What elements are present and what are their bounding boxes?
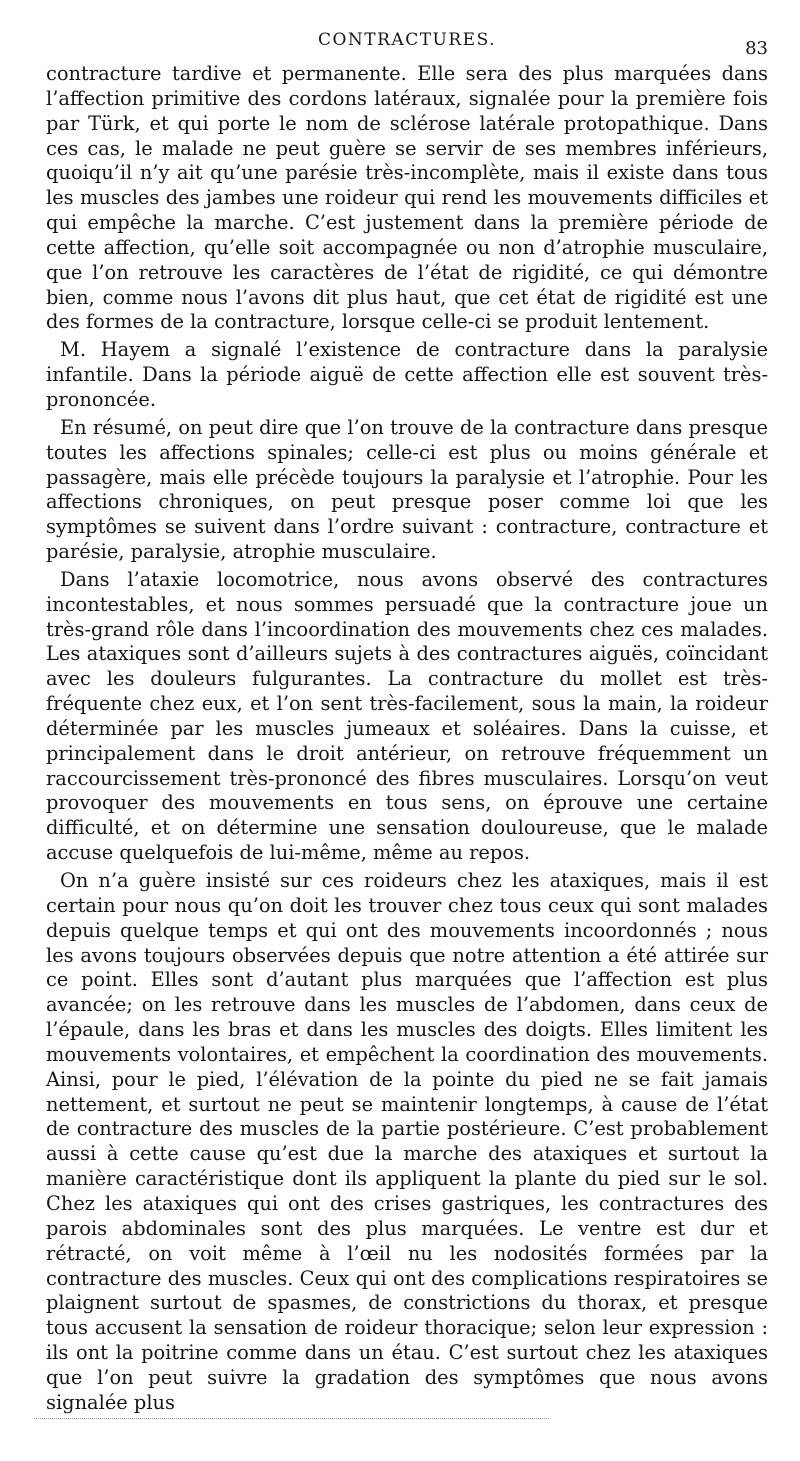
paragraph: En résumé, on peut dire que l’on trouve de la contracture dans presque toutes les affections spinales; celle-ci est plus ou moins générale et passagère, mais elle précède toujours la paralysie et l’atrophie. Pour les affections chroniques, on peut presque poser comme loi que les symptômes se suivent dans l’ordre suivant : contracture, contracture et parésie, paralysie, atrophie musculaire. — [46, 415, 768, 564]
running-head: CONTRACTURES. — [317, 30, 497, 50]
page-header — [46, 30, 768, 59]
paragraph: contracture tardive et permanente. Elle sera des plus marquées dans l’affection primitive des cordons latéraux, signalée pour la première fois par Türk, et qui porte le nom de sclérose latérale protopathique. Dans ces cas, le malade ne peut guère se servir de ses membres inférieurs, quoiqu’il n’y ait qu’une parésie très-incomplète, mais il existe dans tous les muscles des jambes une roideur qui rend les mouvements difficiles et qui empêche la marche. C’est justement dans la première période de cette affection, qu’elle soit accompagnée ou non d’atrophie musculaire, que l’on retrouve les caractères de l’état de rigidité, ce qui démontre bien, comme nous l’avons dit plus haut, que cet état de rigidité est une des formes de la contracture, lorsque celle-ci se produit lentement. — [46, 62, 768, 334]
paragraph: Dans l’ataxie locomotrice, nous avons observé des contractures incontestables, et nous sommes persuadé que la contracture joue un très-grand rôle dans l’incoordination des mouvements chez ces malades. Les ataxiques sont d’ailleurs sujets à des contractures aiguës, coïncidant avec les douleurs fulgurantes. La contracture du mollet est très-fréquente chez eux, et l’on sent très-facilement, sous la main, la roideur déterminée par les muscles jumeaux et soléaires. Dans la cuisse, et principalement dans le droit antérieur, on retrouve fréquemment un raccourcissement très-prononcé des fibres musculaires. Lorsqu’on veut provoquer des mouvements en tous sens, on éprouve une certaine difficulté, et on détermine une sensation douloureuse, que le malade accuse quelquefois de lui-même, même au repos. — [46, 567, 768, 865]
footer-dotted-rule — [34, 1418, 549, 1419]
paragraph: On n’a guère insisté sur ces roideurs chez les ataxiques, mais il est certain pour nous qu’on doit les trouver chez tous ceux qui sont malades depuis quelque temps et qui ont des mouvements incoordonnés ; nous les avons toujours observées depuis que notre attention a été attirée sur ce point. Elles sont d’autant plus marquées que l’affection est plus avancée; on les retrouve dans les muscles de l’abdomen, dans ceux de l’épaule, dans les bras et dans les muscles des doigts. Elles limitent les mouvements volontaires, et empêchent la coordination des mouvements. Ainsi, pour le pied, l’élévation de la pointe du pied ne se fait jamais nettement, et surtout ne peut se maintenir longtemps, à cause de l’état de contracture des muscles de la partie postérieure. C’est probablement aussi à cette cause qu’est due la marche des ataxiques et surtout la manière caractéristique dont ils appliquent la plante du pied sur le sol. Chez les ataxiques qui ont des crises gastriques, les contractures des parois abdominales sont des plus marquées. Le ventre est dur et rétracté, on voit même à l’œil nu les nodosités formées par la contracture des muscles. Ceux qui ont des complications respiratoires se plaignent surtout de spasmes, de constrictions du thorax, et presque tous accusent la sensation de roideur thoracique; selon leur expression : ils ont la poitrine comme dans un étau. C’est surtout chez les ataxiques que l’on peut suivre la gradation des symptômes que nous avons signalée plus — [46, 869, 768, 1414]
body-text — [46, 62, 768, 1416]
paragraph: M. Hayem a signalé l’existence de contracture dans la paralysie infantile. Dans la période aiguë de cette affection elle est souvent très-prononcée. — [46, 338, 768, 411]
page-number: 83 — [745, 38, 768, 59]
